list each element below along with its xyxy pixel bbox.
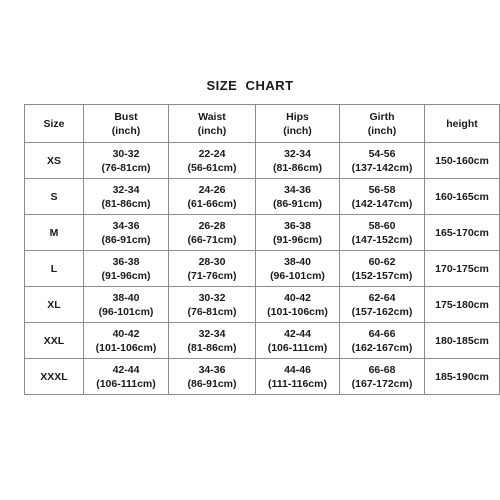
hips-cell xyxy=(256,143,340,179)
bust-cell xyxy=(84,179,169,215)
bust-cell-line-1: 30-32 xyxy=(112,147,140,160)
table-row xyxy=(25,215,500,251)
size-cell-line-1: XXL xyxy=(43,334,65,347)
bust-cell-line-1: 40-42 xyxy=(112,327,140,340)
table-row xyxy=(25,251,500,287)
hips-cell xyxy=(256,323,340,359)
size-cell-line-1: XL xyxy=(47,298,61,311)
table-row xyxy=(25,143,500,179)
header-height-label: height xyxy=(446,117,478,130)
girth-cell xyxy=(340,323,425,359)
waist-cell-line-2: (71-76cm) xyxy=(187,269,237,282)
bust-cell-line-1: 42-44 xyxy=(112,363,140,376)
table-row xyxy=(25,359,500,395)
waist-cell xyxy=(169,323,256,359)
hips-cell xyxy=(256,215,340,251)
size-cell xyxy=(25,323,84,359)
waist-cell-line-2: (81-86cm) xyxy=(187,341,237,354)
girth-cell-line-1: 66-68 xyxy=(368,363,396,376)
height-cell-line-1: 185-190cm xyxy=(435,370,489,383)
size-cell xyxy=(25,143,84,179)
size-rows xyxy=(25,143,500,395)
header-girth xyxy=(340,105,425,143)
size-chart-table xyxy=(24,104,500,395)
girth-cell-line-1: 58-60 xyxy=(368,219,396,232)
height-cell-line-1: 165-170cm xyxy=(435,226,489,239)
girth-cell xyxy=(340,287,425,323)
waist-cell-line-1: 32-34 xyxy=(198,327,226,340)
girth-cell-line-2: (142-147cm) xyxy=(351,197,413,210)
girth-cell-line-1: 62-64 xyxy=(368,291,396,304)
bust-cell xyxy=(84,323,169,359)
hips-cell xyxy=(256,179,340,215)
waist-cell-line-1: 24-26 xyxy=(198,183,226,196)
size-cell xyxy=(25,251,84,287)
waist-cell xyxy=(169,251,256,287)
hips-cell-line-1: 40-42 xyxy=(284,291,311,304)
bust-cell xyxy=(84,287,169,323)
height-cell xyxy=(425,359,500,395)
bust-cell xyxy=(84,215,169,251)
size-cell xyxy=(25,359,84,395)
height-cell xyxy=(425,251,500,287)
table-row xyxy=(25,323,500,359)
header-bust-label: Bust xyxy=(114,110,138,123)
height-cell-line-1: 150-160cm xyxy=(435,154,489,167)
hips-cell-line-1: 44-46 xyxy=(284,363,311,376)
header-girth-label: Girth xyxy=(369,110,395,123)
header-hips-label: Hips xyxy=(286,110,309,123)
girth-cell-line-2: (162-167cm) xyxy=(351,341,413,354)
header-bust xyxy=(84,105,169,143)
header-bust-unit: (inch) xyxy=(111,124,141,137)
header-waist-label: Waist xyxy=(198,110,226,123)
size-cell-line-1: L xyxy=(50,262,58,275)
waist-cell-line-1: 26-28 xyxy=(198,219,226,232)
hips-cell-line-1: 36-38 xyxy=(284,219,311,232)
size-cell-line-1: XXXL xyxy=(40,370,68,383)
bust-cell-line-2: (76-81cm) xyxy=(101,161,151,174)
bust-cell-line-1: 32-34 xyxy=(112,183,140,196)
header-girth-unit: (inch) xyxy=(367,124,397,137)
hips-cell-line-1: 38-40 xyxy=(284,255,311,268)
hips-cell-line-2: (91-96cm) xyxy=(272,233,323,246)
header-size-label: Size xyxy=(43,117,65,130)
girth-cell-line-1: 60-62 xyxy=(368,255,396,268)
size-cell xyxy=(25,287,84,323)
hips-cell-line-2: (111-116cm) xyxy=(268,377,327,390)
waist-cell-line-1: 34-36 xyxy=(198,363,226,376)
hips-cell-line-1: 34-36 xyxy=(284,183,311,196)
hips-cell xyxy=(256,287,340,323)
table-row xyxy=(25,179,500,215)
bust-cell xyxy=(84,143,169,179)
waist-cell-line-1: 22-24 xyxy=(198,147,226,160)
girth-cell-line-2: (167-172cm) xyxy=(351,377,413,390)
girth-cell-line-2: (157-162cm) xyxy=(351,305,413,318)
height-cell xyxy=(425,143,500,179)
waist-cell-line-2: (76-81cm) xyxy=(187,305,237,318)
size-cell xyxy=(25,215,84,251)
waist-cell xyxy=(169,143,256,179)
height-cell xyxy=(425,215,500,251)
waist-cell-line-1: 30-32 xyxy=(198,291,226,304)
hips-cell-line-2: (96-101cm) xyxy=(270,269,325,282)
girth-cell-line-2: (137-142cm) xyxy=(351,161,413,174)
waist-cell-line-2: (66-71cm) xyxy=(187,233,237,246)
hips-cell-line-2: (101-106cm) xyxy=(267,305,328,318)
waist-cell xyxy=(169,215,256,251)
height-cell-line-1: 175-180cm xyxy=(435,298,489,311)
waist-cell-line-2: (56-61cm) xyxy=(187,161,237,174)
hips-cell-line-1: 32-34 xyxy=(284,147,311,160)
girth-cell xyxy=(340,251,425,287)
header-row xyxy=(25,105,500,143)
bust-cell-line-2: (91-96cm) xyxy=(101,269,151,282)
header-waist xyxy=(169,105,256,143)
height-cell-line-1: 180-185cm xyxy=(435,334,489,347)
header-height xyxy=(425,105,500,143)
waist-cell-line-1: 28-30 xyxy=(198,255,226,268)
waist-cell xyxy=(169,179,256,215)
girth-cell xyxy=(340,359,425,395)
size-cell-line-1: S xyxy=(50,190,58,203)
hips-cell-line-2: (106-111cm) xyxy=(267,341,328,354)
bust-cell-line-2: (101-106cm) xyxy=(95,341,157,354)
chart-title: SIZE CHART xyxy=(206,78,294,93)
waist-cell xyxy=(169,359,256,395)
header-hips xyxy=(256,105,340,143)
header-size xyxy=(25,105,84,143)
height-cell-line-1: 170-175cm xyxy=(435,262,489,275)
hips-cell-line-2: (81-86cm) xyxy=(272,161,323,174)
height-cell xyxy=(425,179,500,215)
height-cell-line-1: 160-165cm xyxy=(435,190,489,203)
bust-cell-line-1: 36-38 xyxy=(112,255,140,268)
waist-cell-line-2: (61-66cm) xyxy=(187,197,237,210)
girth-cell-line-1: 64-66 xyxy=(368,327,396,340)
girth-cell xyxy=(340,143,425,179)
size-cell xyxy=(25,179,84,215)
header-waist-unit: (inch) xyxy=(197,124,227,137)
bust-cell-line-2: (106-111cm) xyxy=(96,377,156,390)
girth-cell-line-2: (147-152cm) xyxy=(351,233,413,246)
bust-cell xyxy=(84,251,169,287)
size-cell-line-1: XS xyxy=(46,154,61,167)
girth-cell-line-1: 54-56 xyxy=(368,147,396,160)
bust-cell-line-1: 34-36 xyxy=(112,219,140,232)
hips-cell-line-1: 42-44 xyxy=(284,327,311,340)
bust-cell-line-2: (96-101cm) xyxy=(98,305,154,318)
table-row xyxy=(25,287,500,323)
hips-cell xyxy=(256,359,340,395)
header-hips-unit: (inch) xyxy=(283,124,312,137)
size-cell-line-1: M xyxy=(49,226,59,239)
height-cell xyxy=(425,323,500,359)
bust-cell-line-2: (81-86cm) xyxy=(101,197,151,210)
girth-cell-line-1: 56-58 xyxy=(368,183,396,196)
height-cell xyxy=(425,287,500,323)
waist-cell-line-2: (86-91cm) xyxy=(187,377,237,390)
hips-cell xyxy=(256,251,340,287)
girth-cell xyxy=(340,215,425,251)
girth-cell-line-2: (152-157cm) xyxy=(351,269,413,282)
waist-cell xyxy=(169,287,256,323)
bust-cell xyxy=(84,359,169,395)
bust-cell-line-1: 38-40 xyxy=(112,291,140,304)
girth-cell xyxy=(340,179,425,215)
hips-cell-line-2: (86-91cm) xyxy=(272,197,323,210)
bust-cell-line-2: (86-91cm) xyxy=(101,233,151,246)
